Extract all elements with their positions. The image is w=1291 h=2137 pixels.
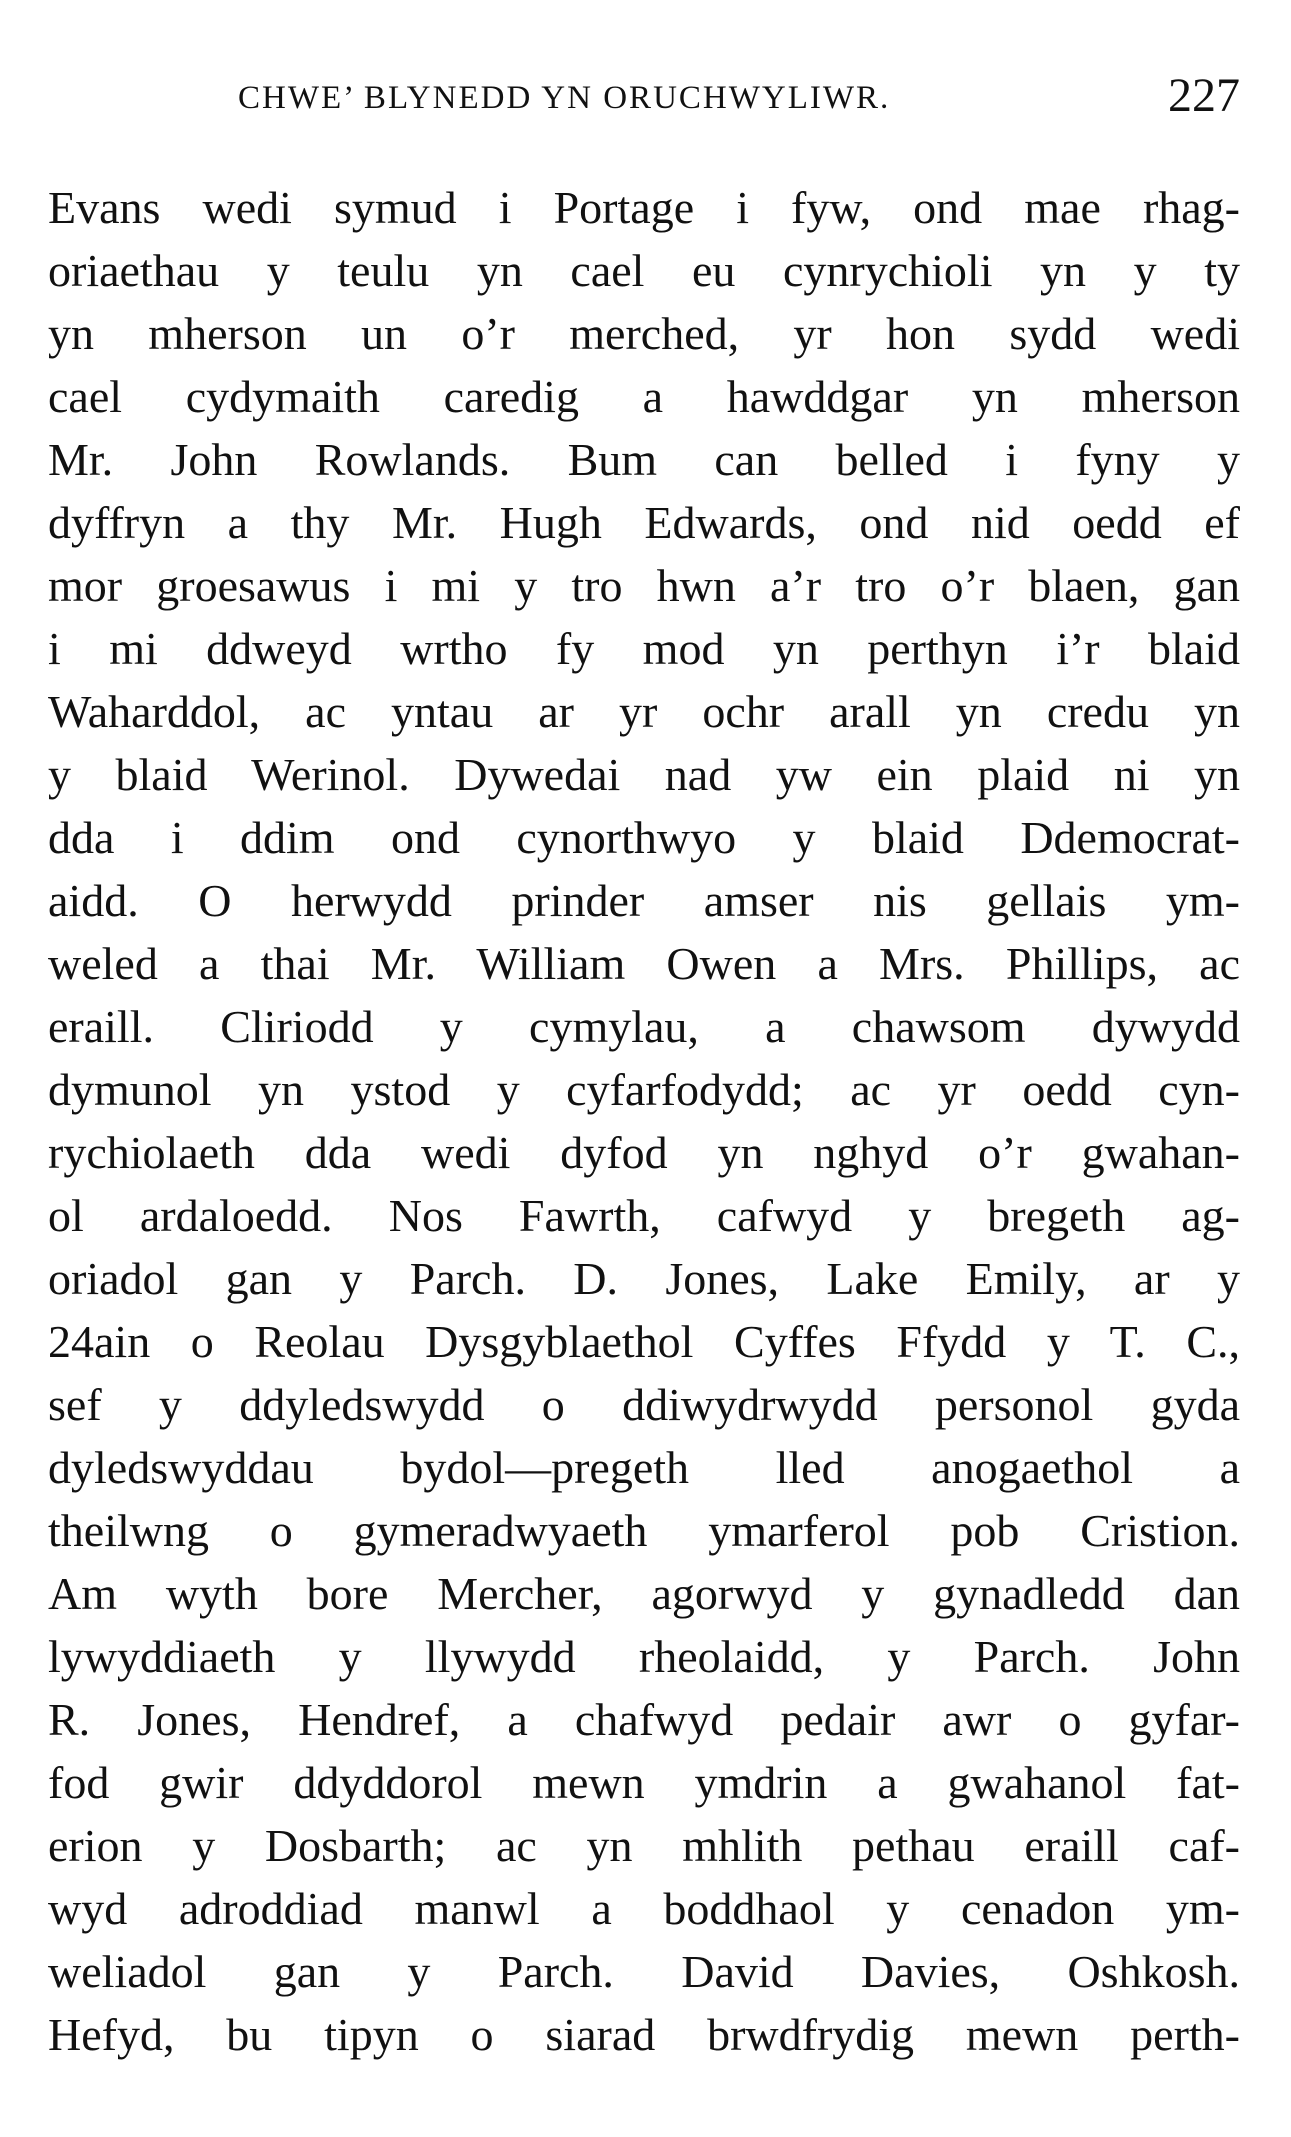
text-line: i mi ddweyd wrtho fy mod yn perthyn i’r blaid	[48, 623, 1240, 674]
body-text	[48, 176, 1240, 2066]
text-line: 24ain o Reolau Dysgyblaethol Cyffes Ffydd y T. C.,	[48, 1316, 1240, 1367]
text-line: Hefyd, bu tipyn o siarad brwdfrydig mewn perth-	[48, 2009, 1240, 2060]
text-line: Mr. John Rowlands. Bum can belled i fyny y	[48, 434, 1240, 485]
text-line: wyd adroddiad manwl a boddhaol y cenadon ym-	[48, 1883, 1240, 1934]
text-line: aidd. O herwydd prinder amser nis gellais ym-	[48, 875, 1240, 926]
text-line: theilwng o gymeradwyaeth ymarferol pob Cristion.	[48, 1505, 1240, 1556]
text-line: lywyddiaeth y llywydd rheolaidd, y Parch. John	[48, 1631, 1240, 1682]
text-line: weliadol gan y Parch. David Davies, Oshkosh.	[48, 1946, 1240, 1997]
text-line: dyffryn a thy Mr. Hugh Edwards, ond nid oedd ef	[48, 497, 1240, 548]
text-line: oriaethau y teulu yn cael eu cynrychioli yn y ty	[48, 245, 1240, 296]
text-line: y blaid Werinol. Dywedai nad yw ein plaid ni yn	[48, 749, 1240, 800]
running-title: CHWE’ BLYNEDD YN ORUCHWYLIWR.	[238, 80, 891, 116]
text-line: R. Jones, Hendref, a chafwyd pedair awr o gyfar-	[48, 1694, 1240, 1745]
running-head	[48, 68, 1240, 128]
text-line: dymunol yn ystod y cyfarfodydd; ac yr oedd cyn-	[48, 1064, 1240, 1115]
text-line: weled a thai Mr. William Owen a Mrs. Phillips, ac	[48, 938, 1240, 989]
text-line: erion y Dosbarth; ac yn mhlith pethau eraill caf-	[48, 1820, 1240, 1871]
text-line: eraill. Cliriodd y cymylau, a chawsom dywydd	[48, 1001, 1240, 1052]
text-line: cael cydymaith caredig a hawddgar yn mherson	[48, 371, 1240, 422]
text-line: dda i ddim ond cynorthwyo y blaid Ddemocrat-	[48, 812, 1240, 863]
text-line: rychiolaeth dda wedi dyfod yn nghyd o’r gwahan-	[48, 1127, 1240, 1178]
text-line: yn mherson un o’r merched, yr hon sydd wedi	[48, 308, 1240, 359]
text-line: mor groesawus i mi y tro hwn a’r tro o’r blaen, gan	[48, 560, 1240, 611]
text-line: ol ardaloedd. Nos Fawrth, cafwyd y bregeth ag-	[48, 1190, 1240, 1241]
text-line: Am wyth bore Mercher, agorwyd y gynadledd dan	[48, 1568, 1240, 1619]
text-line: Evans wedi symud i Portage i fyw, ond mae rhag-	[48, 182, 1240, 233]
text-line: sef y ddyledswydd o ddiwydrwydd personol gyda	[48, 1379, 1240, 1430]
text-line: Waharddol, ac yntau ar yr ochr arall yn credu yn	[48, 686, 1240, 737]
text-line: oriadol gan y Parch. D. Jones, Lake Emily, ar y	[48, 1253, 1240, 1304]
page-number: 227	[1168, 69, 1240, 122]
text-line: dyledswyddau bydol—pregeth lled anogaethol a	[48, 1442, 1240, 1493]
text-line: fod gwir ddyddorol mewn ymdrin a gwahanol fat-	[48, 1757, 1240, 1808]
